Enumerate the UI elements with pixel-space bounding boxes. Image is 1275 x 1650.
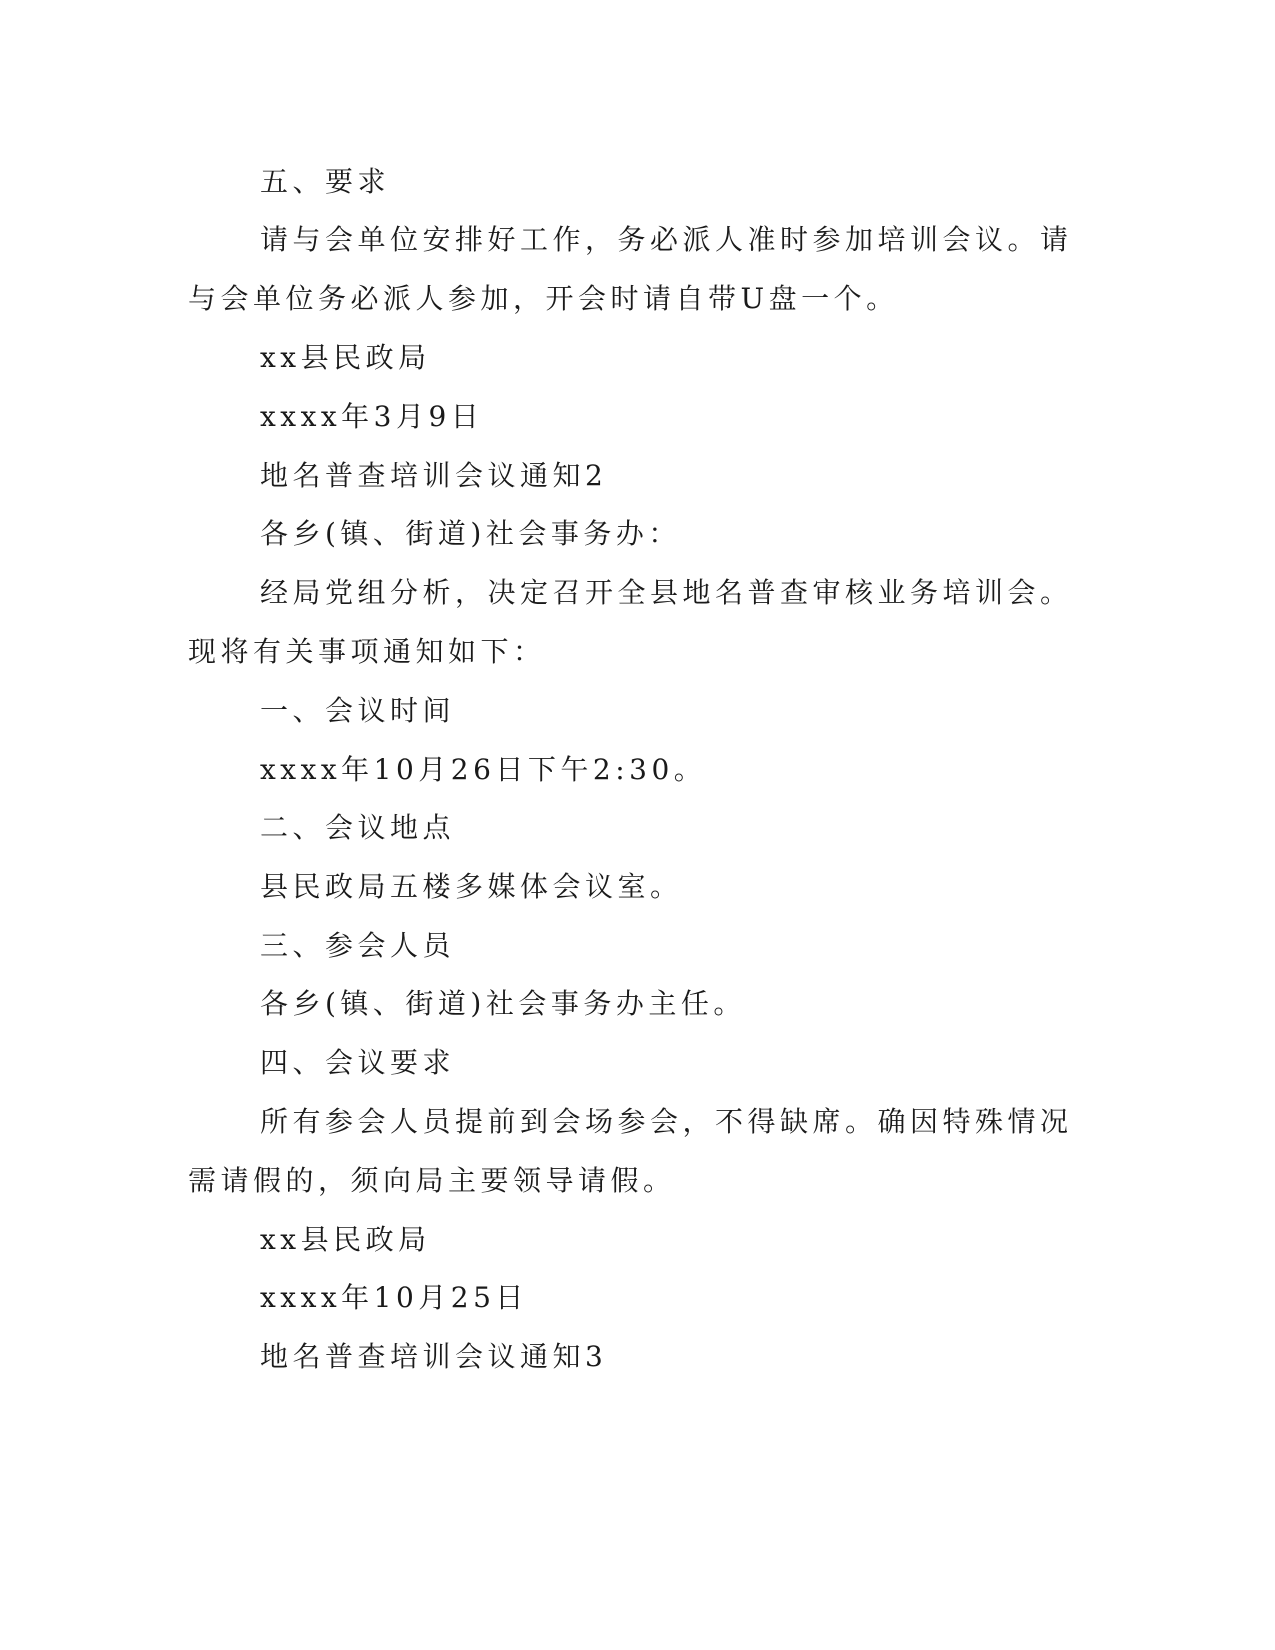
notice-intro: 经局党组分析，决定召开全县地名普查审核业务培训会。现将有关事项通知如下：: [188, 576, 1073, 668]
section-heading-meeting-requirements: 四、会议要求: [260, 1046, 456, 1079]
meeting-location: 县民政局五楼多媒体会议室。: [260, 870, 683, 903]
section-heading-location: 二、会议地点: [260, 811, 456, 844]
meeting-time: xxxx年10月26日下午2:30。: [260, 753, 707, 786]
notice-addressee: 各乡(镇、街道)社会事务办：: [260, 517, 681, 550]
issuer-name: xx县民政局: [260, 341, 431, 374]
section-heading-requirements: 五、要求: [260, 165, 391, 198]
issue-date: xxxx年10月25日: [260, 1281, 528, 1314]
notice-title: 地名普查培训会议通知2: [260, 459, 608, 492]
section-heading-attendees: 三、参会人员: [260, 929, 456, 962]
meeting-attendees: 各乡(镇、街道)社会事务办主任。: [260, 987, 746, 1020]
meeting-requirements-body: 所有参会人员提前到会场参会，不得缺席。确因特殊情况需请假的，须向局主要领导请假。: [188, 1105, 1073, 1197]
notice-title: 地名普查培训会议通知3: [260, 1340, 608, 1373]
section-heading-time: 一、会议时间: [260, 694, 456, 727]
issuer-name: xx县民政局: [260, 1223, 431, 1256]
requirements-body: 请与会单位安排好工作，务必派人准时参加培训会议。请与会单位务必派人参加，开会时请自带U盘一个。: [188, 223, 1073, 315]
issue-date: xxxx年3月9日: [260, 400, 484, 433]
